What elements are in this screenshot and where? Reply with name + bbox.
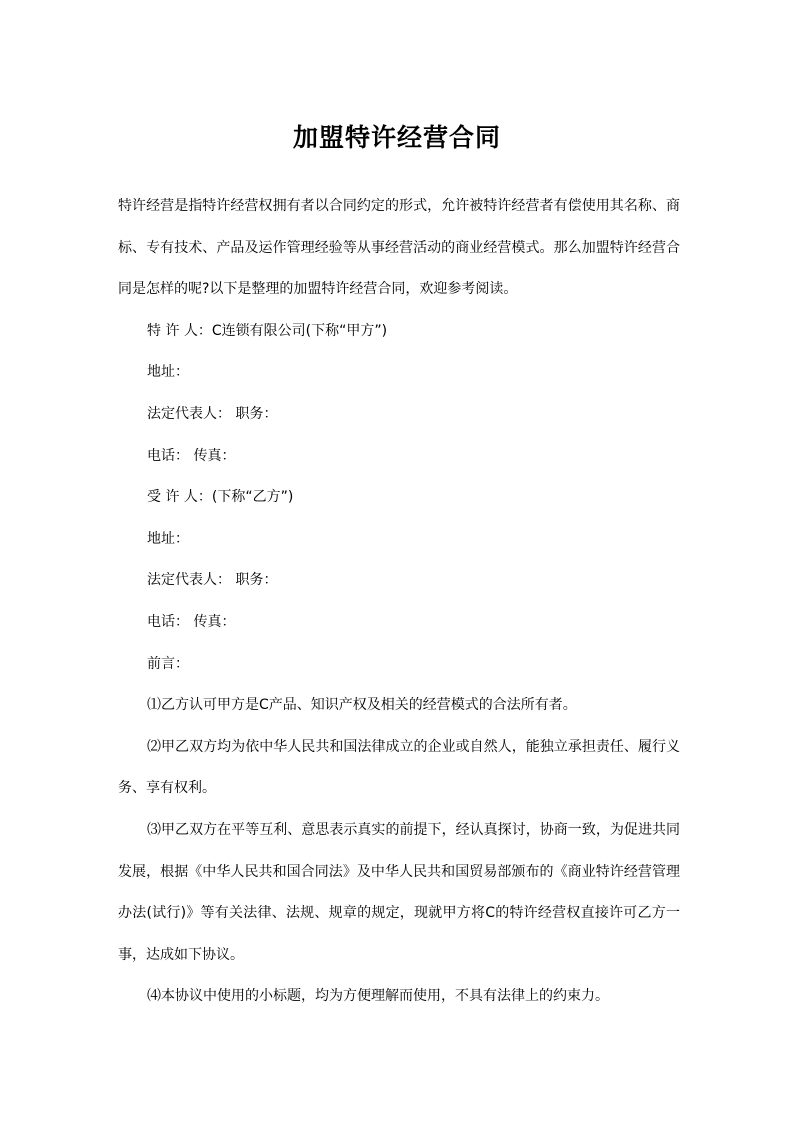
clause-3: ⑶甲乙双方在平等互利、意思表示真实的前提下，经认真探讨，协商一致，为促进共同发展，根据《中华人民共和国合同法》及中华人民共和国贸易部颁布的《商业特许经营管理办法(试行)》等有关法律、法规、规章的规定，现就甲方将C的特许经营权直接许可乙方一事，达成如下协议。	[118, 821, 680, 963]
intro-paragraph: 特许经营是指特许经营权拥有者以合同约定的形式，允许被特许经营者有偿使用其名称、商标、专有技术、产品及运作管理经验等从事经营活动的商业经营模式。那么加盟特许经营合同是怎样的呢?以下是整理的加盟特许经营合同，欢迎参考阅读。	[118, 198, 680, 298]
party-a-address: 地址：	[147, 364, 189, 381]
document-body	[118, 186, 680, 1018]
preface-heading: 前言：	[147, 655, 189, 672]
clause-4: ⑷本协议中使用的小标题，均为方便理解而使用，不具有法律上的约束力。	[147, 988, 609, 1005]
clause-2: ⑵甲乙双方均为依中华人民共和国法律成立的企业或自然人，能独立承担责任、履行义务、享有权利。	[118, 738, 680, 797]
party-b-representative: 法定代表人： 职务：	[147, 572, 278, 589]
document-title: 加盟特许经营合同	[292, 123, 501, 152]
party-a-representative: 法定代表人： 职务：	[147, 405, 278, 422]
party-a-contact: 电话： 传真：	[147, 447, 236, 464]
party-b-contact: 电话： 传真：	[147, 613, 236, 630]
clause-1: ⑴乙方认可甲方是C产品、知识产权及相关的经营模式的合法所有者。	[147, 697, 577, 714]
party-b-name: 受 许 人：(下称“乙方”)	[147, 489, 294, 506]
party-b-address: 地址：	[147, 530, 189, 547]
party-a-name: 特 许 人：C连锁有限公司(下称“甲方”)	[147, 322, 388, 339]
